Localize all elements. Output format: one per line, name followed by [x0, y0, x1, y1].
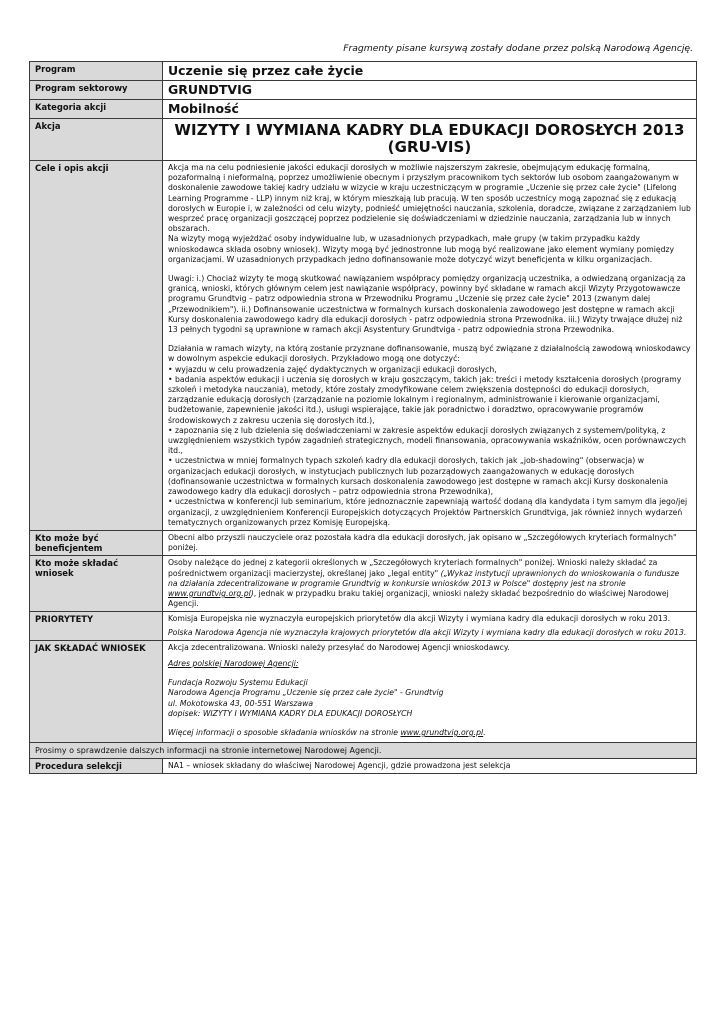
program-label: Program [30, 62, 163, 81]
action-table [29, 61, 697, 774]
priorities-label: PRIORYTETY [30, 612, 163, 640]
selection-label: Procedura selekcji [30, 759, 163, 774]
action-cell [163, 119, 697, 161]
row-beneficiary [30, 530, 697, 555]
row-applicant [30, 556, 697, 612]
info-note: Prosimy o sprawdzenie dalszych informacji na stronie internetowej Narodowej Agencji. [30, 743, 697, 759]
category-value: Mobilność [163, 100, 697, 119]
applicant-text-4: , jednak w przypadku braku takiej organizacji, wnioski należy składać bezpośrednio do właściwej Narodowej Agencji. [168, 588, 669, 609]
row-selection [30, 759, 697, 774]
address-line-3: ul. Mokotowska 43, 00-551 Warszawa [168, 698, 314, 708]
program-value: Uczenie się przez całe życie [163, 62, 697, 81]
more-info-end: . [483, 727, 486, 737]
applicant-text-2: („Wykaz instytucji uprawnionych do wnioskowania o fundusze na działania zdecentralizowane w programie Grundtvig w konkursie wniosków 2013 w Polsce" dostępny jest na stronie [168, 568, 680, 588]
priorities-pl: Polska Narodowa Agencja nie wyznaczyła krajowych priorytetów dla akcji Wizyty i wymiana kadry dla edukacji dorosłych w roku 2013. [168, 627, 687, 637]
goals-paragraph-1: Akcja ma na celu podniesienie jakości edukacji dorosłych w możliwie najszerszym zakresie, obejmującym edukację formalną, pozaformalną i nieformalną, poprzez umożliwienie obecnym i przyszłym pracownikom tych sektorów lub osobom zaangażowanym w doskonalenie zawodowe takiej kadry udziału w wizycie w kraju uczestniczącym w programie „Uczenie się przez całe życie" (Lifelong Learning Programme - LLP) innym niż kraj, w którym mieszkają lub pracują. W ten sposób uczestnicy mogą zapoznać się z edukacją dorosłych w Europie i, w zależności od celu wizyty, podnieść umiejętności nauczania, szkolenia, doradcze, związane z zarządzaniem lub wesprzeć pracę organizacji goszczącej poprzez podzielenie się doświadczeniami w dziedzinie nauczania, zarządzania lub w innych obszarach. [168, 163, 691, 234]
priorities-eu: Komisja Europejska nie wyznaczyła europejskich priorytetów dla akcji Wizyty i wymiana kadry dla edukacji dorosłych w roku 2013. [168, 614, 671, 624]
address-heading: Adres polskiej Narodowej Agencji: [168, 658, 299, 668]
row-priorities [30, 612, 697, 640]
beneficiary-value: Obecni albo przyszli nauczyciele oraz pozostała kadra dla edukacji dorosłych, jak opisano w „Szczegółowych kryteriach formalnych" poniżej. [163, 530, 697, 555]
more-info [168, 728, 691, 738]
goals-bullet-1: • wyjazdu w celu prowadzenia zajęć dydaktycznych w organizacji edukacji dorosłych, [168, 364, 497, 374]
action-label: Akcja [30, 119, 163, 161]
row-program [30, 62, 697, 81]
applicant-text-1: Osoby należące do jednej z kategorii określonych w „Szczegółowych kryteriach formalnych" poniżej. Wnioski należy składać za pośrednictwem organizacji macierzystej, określanej jako „legal entity" [168, 558, 658, 578]
applicant-label: Kto może składać wniosek [30, 556, 163, 612]
goals-label: Cele i opis akcji [30, 161, 163, 531]
row-info [30, 743, 697, 759]
selection-value: NA1 – wniosek składany do właściwej Narodowej Agencji, gdzie prowadzona jest selekcja [163, 759, 697, 774]
priorities-cell [163, 612, 697, 640]
category-label: Kategoria akcji [30, 100, 163, 119]
row-sector [30, 81, 697, 100]
row-action [30, 119, 697, 161]
row-goals [30, 161, 697, 531]
how-label: JAK SKŁADAĆ WNIOSEK [30, 640, 163, 742]
address-line-1: Fundacja Rozwoju Systemu Edukacji [168, 678, 308, 688]
goals-cell [163, 161, 697, 531]
how-intro: Akcja zdecentralizowana. Wnioski należy przesyłać do Narodowej Agencji wnioskodawcy. [168, 642, 510, 652]
row-category [30, 100, 697, 119]
applicant-cell [163, 556, 697, 612]
sector-label: Program sektorowy [30, 81, 163, 100]
goals-paragraph-2: Na wizyty mogą wyjeżdżać osoby indywidualne lub, w uzasadnionych przypadkach, małe grupy (w takim przypadku każdy wnioskodawca składa osobny wniosek). Wizyty mogą być jednostronne lub mogą być realizowane jako element wymiany pomiędzy organizacjami. W uzasadnionych przypadkach jedno dofinansowanie może dotyczyć wizyt beneficjenta w kilku organizacjach. [168, 234, 675, 264]
more-info-link[interactable]: www.grundtvig.org.pl [400, 727, 484, 737]
goals-bullet-5: • uczestnictwa w konferencji lub seminarium, które jednoznacznie zapewniają wartość dodaną dla kandydata i tym samym dla jego/jej organizacji, z uwzględnieniem Konferencji Europejskich dotyczących Projektów Partnerskich Grundtviga, jak również innych wydarzeń tematycznych organizowanych przez Komisję Europejską. [168, 497, 688, 527]
goals-bullet-3: • zapoznania się z lub dzielenia się doświadczeniami w zakresie aspektów edukacji dorosłych związanych z systemem/polityką, z uwzględnieniem wszystkich typów zagadnień strategicznych, modeli finansowania, opracowywania wskaźników, ocen porównawczych itd., [168, 425, 686, 456]
header-note: Fragmenty pisane kursywą zostały dodane przez polską Narodową Agencję. [343, 43, 693, 54]
applicant-link[interactable]: www.grundtvig.org.pl [168, 588, 251, 598]
row-how [30, 640, 697, 742]
goals-activities-intro: Działania w ramach wizyty, na którą zostanie przyznane dofinansowanie, muszą być związane z działalnością zawodową wnioskodawcy w dowolnym aspekcie edukacji dorosłych. Przykładowo mogą one dotyczyć: [168, 344, 691, 364]
more-info-text: Więcej informacji o sposobie składania wniosków na stronie [168, 727, 401, 737]
sector-value: GRUNDTVIG [163, 81, 697, 100]
address-line-4: dopisek: WIZYTY I WYMIANA KADRY DLA EDUKACJI DOROSŁYCH [168, 708, 413, 718]
goals-bullet-2: • badania aspektów edukacji i uczenia się dorosłych w kraju goszczącym, takich jak: treści i metody kształcenia dorosłych (programy szkoleń i metodyka nauczania), metody, które zostały zmodyfikowane celem zwiększenia dostępności do edukacji dorosłych, zarządzanie edukacją dorosłych (zarządzanie na poziomie lokalnym i regionalnym, administrowanie i kierowanie organizacjami, budżetowanie, zapewnienie jakości itd.), usługi wspierające, takie jak poradnictwo i doradztwo, opracowywanie programów środowiskowych z zakresu uczenia się dorosłych itd.), [168, 374, 682, 425]
address-line-2: Narodowa Agencja Programu „Uczenie się przez całe życie" - Grundtvig [168, 688, 444, 698]
applicant-text-3: ) [250, 588, 254, 598]
beneficiary-label: Kto może być beneficjentem [30, 530, 163, 555]
action-title: WIZYTY I WYMIANA KADRY DLA EDUKACJI DOROSŁYCH 2013 (GRU-VIS) [174, 121, 685, 156]
goals-bullet-4: • uczestnictwa w mniej formalnych typach szkoleń kadry dla edukacji dorosłych, takich jak „job-shadowing" (obserwacja) w organizacjach edukacji dorosłych, w instytucjach publicznych lub pozarządowych zaangażowanych w edukację dorosłych (dofinansowanie uczestnictwa w formalnych kursach doskonalenia zawodowego jest dostępne w ramach akcji Kursy doskonalenia zawodowego kadry dla edukacji dorosłych – patrz odpowiednia strona Przewodnika), [168, 456, 669, 497]
goals-notes: Uwagi: i.) Chociaż wizyty te mogą skutkować nawiązaniem współpracy pomiędzy organizacją uczestnika, a odwiedzaną organizacją za granicą, wnioski, których głównym celem jest nawiązanie współpracy, powinny być składane w ramach akcji Wizyty Przygotowawcze programu Grundtvig – patrz odpowiednia strona w Przewodniku Programu „Uczenie się przez całe życie" 2013 (zwanym dalej „Przewodnikiem"). ii.) Dofinansowanie uczestnictwa w formalnych kursach doskonalenia zawodowego jest dostępne w ramach akcji Kursy doskonalenia zawodowego kadry dla edukacji dorosłych - patrz odpowiednia strona Przewodnika. iii.) Wizyty trwające dłużej niż 13 pełnych tygodni są uprawnione w ramach akcji Asystentury Grundtviga - patrz odpowiednia strona Przewodnika. [168, 274, 686, 335]
how-cell [163, 640, 697, 742]
